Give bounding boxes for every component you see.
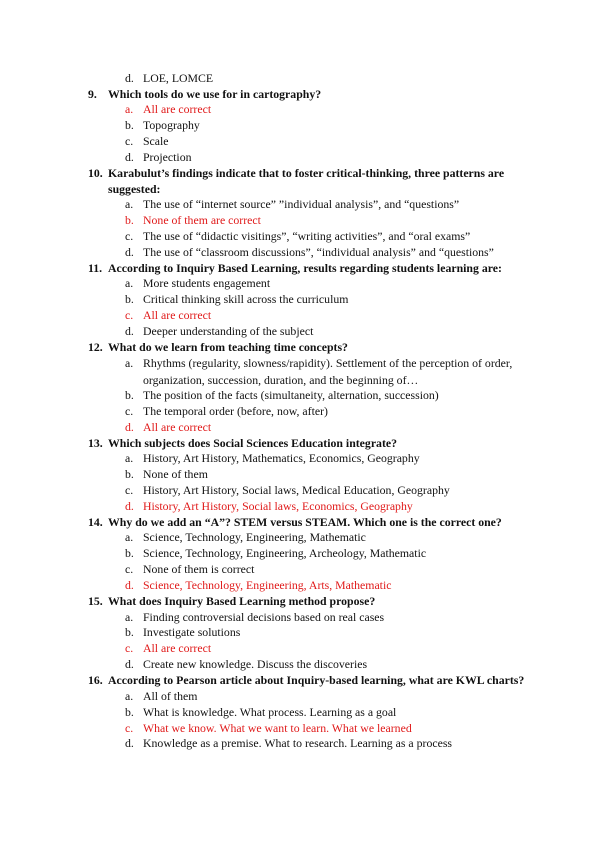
option-text: Knowledge as a premise. What to research. Learning as a process (143, 736, 452, 751)
question-label: Karabulut’s findings indicate that to foster critical-thinking, three patterns are suggested: (108, 166, 505, 196)
option-text: Rhythms (regularity, slowness/rapidity). Settlement of the perception of order, organization, succession, duration, and the beginning of… (143, 356, 513, 387)
option-letter: b. (125, 292, 134, 307)
option-text: Critical thinking skill across the curriculum (143, 292, 349, 307)
option-text: All are correct (143, 307, 212, 322)
option-text: All of them (143, 688, 198, 703)
question-block (88, 515, 528, 594)
option-text: All are correct (143, 419, 212, 434)
question-label: Why do we add an “A”? STEM versus STEAM. Which one is the correct one? (108, 514, 502, 529)
answer-option (88, 134, 528, 150)
question-text (88, 87, 528, 103)
answer-option (88, 705, 528, 721)
option-text: Scale (143, 134, 169, 149)
answer-option-correct (88, 578, 528, 594)
answer-option-correct (88, 102, 528, 118)
question-text (88, 594, 528, 610)
answer-option (88, 736, 528, 752)
option-text: All are correct (143, 641, 212, 656)
option-text: None of them is correct (143, 562, 255, 577)
option-text: All are correct (143, 102, 212, 117)
answer-option-correct (88, 499, 528, 515)
option-letter: c. (125, 307, 134, 322)
question-label: According to Pearson article about Inquiry-based learning, what are KWL charts? (108, 673, 525, 688)
option-text: The use of “internet source” ”individual analysis”, and “questions” (143, 197, 460, 212)
option-letter: d. (125, 499, 134, 514)
answer-option-correct (88, 213, 528, 229)
option-letter: c. (125, 641, 134, 656)
option-letter: d. (125, 323, 134, 338)
question-label: What do we learn from teaching time concepts? (108, 339, 348, 354)
answer-option (88, 355, 528, 388)
answer-option (88, 276, 528, 292)
option-letter: c. (125, 404, 134, 418)
option-letter: d. (125, 736, 134, 751)
question-block (88, 340, 528, 436)
option-letter: b. (125, 118, 134, 133)
option-text: Science, Technology, Engineering, Mathematic (143, 530, 366, 545)
question-number: 9. (88, 86, 97, 101)
answer-option-correct (88, 308, 528, 324)
option-text: History, Art History, Social laws, Economics, Geography (143, 499, 413, 514)
option-letter: a. (125, 197, 134, 212)
option-letter: b. (125, 388, 134, 403)
option-letter: d. (125, 657, 134, 672)
answer-option-correct (88, 721, 528, 737)
answer-option (88, 388, 528, 404)
question-label: Which tools do we use for in cartography? (108, 86, 322, 101)
answer-option (88, 657, 528, 673)
option-text: More students engagement (143, 276, 271, 291)
question-text (88, 673, 528, 689)
option-letter: b. (125, 212, 134, 227)
option-text: Investigate solutions (143, 625, 241, 640)
question-block (88, 594, 528, 673)
option-text: History, Art History, Social laws, Medical Education, Geography (143, 483, 450, 498)
answer-option (88, 71, 528, 87)
option-letter: c. (125, 228, 134, 243)
option-text: Science, Technology, Engineering, Arts, Mathematic (143, 578, 392, 593)
option-letter: b. (125, 467, 134, 482)
answer-option (88, 689, 528, 705)
question-number: 13. (88, 435, 103, 450)
option-text: The use of “classroom discussions”, “individual analysis” and “questions” (143, 244, 494, 259)
answer-option (88, 404, 528, 420)
option-text: Deeper understanding of the subject (143, 323, 314, 338)
option-text: None of them (143, 467, 208, 482)
question-number: 16. (88, 673, 103, 688)
question-label: What does Inquiry Based Learning method propose? (108, 594, 376, 609)
option-letter: c. (125, 134, 134, 149)
option-letter: d. (125, 244, 134, 259)
question-number: 10. (88, 166, 103, 181)
option-letter: a. (125, 451, 134, 466)
option-letter: a. (125, 276, 134, 291)
question-block (88, 166, 528, 261)
answer-option (88, 451, 528, 467)
answer-option (88, 530, 528, 546)
question-number: 11. (88, 260, 103, 275)
option-letter: a. (125, 688, 134, 703)
option-letter: b. (125, 546, 134, 561)
answer-option (88, 150, 528, 166)
answer-option (88, 324, 528, 340)
question-text (88, 436, 528, 452)
option-text: The position of the facts (simultaneity, alternation, succession) (143, 388, 439, 403)
question-number: 14. (88, 514, 103, 529)
answer-option (88, 546, 528, 562)
answer-option (88, 118, 528, 134)
question-block (88, 673, 528, 752)
option-text: Projection (143, 150, 192, 165)
question-block (88, 261, 528, 340)
question-label: Which subjects does Social Sciences Education integrate? (108, 435, 398, 450)
option-letter: d. (125, 578, 134, 593)
option-letter: a. (125, 356, 134, 371)
answer-option (88, 245, 528, 261)
option-text: Science, Technology, Engineering, Archeology, Mathematic (143, 546, 427, 561)
answer-option-correct (88, 420, 528, 436)
question-text (88, 261, 528, 277)
option-text: The use of “didactic visitings”, “writing activities”, and “oral exams” (143, 228, 471, 243)
option-text: Create new knowledge. Discuss the discoveries (143, 657, 368, 672)
option-text: None of them are correct (143, 212, 261, 227)
answer-option (88, 610, 528, 626)
question-text (88, 515, 528, 531)
quiz-content (88, 71, 528, 752)
option-text: What is knowledge. What process. Learning as a goal (143, 704, 397, 719)
question-text (88, 340, 528, 356)
option-text: LOE, LOMCE (143, 71, 214, 85)
question-block (88, 436, 528, 515)
option-letter: d. (125, 150, 134, 165)
option-letter: d. (125, 71, 134, 85)
option-letter: c. (125, 720, 134, 735)
answer-option (88, 625, 528, 641)
option-letter: a. (125, 102, 134, 117)
answer-option (88, 483, 528, 499)
question-block (88, 87, 528, 166)
option-text: The temporal order (before, now, after) (143, 404, 328, 418)
question-number: 12. (88, 339, 103, 354)
option-letter: b. (125, 704, 134, 719)
answer-option (88, 197, 528, 213)
answer-option (88, 292, 528, 308)
option-letter: b. (125, 625, 134, 640)
question-label: According to Inquiry Based Learning, results regarding students learning are: (108, 260, 502, 275)
option-text: What we know. What we want to learn. What we learned (143, 720, 412, 735)
option-text: Topography (143, 118, 200, 133)
answer-option (88, 229, 528, 245)
answer-option-correct (88, 641, 528, 657)
option-letter: a. (125, 530, 134, 545)
answer-option (88, 562, 528, 578)
option-letter: c. (125, 483, 134, 498)
option-text: History, Art History, Mathematics, Economics, Geography (143, 451, 420, 466)
option-letter: d. (125, 419, 134, 434)
question-text (88, 166, 528, 197)
question-number: 15. (88, 594, 103, 609)
option-letter: c. (125, 562, 134, 577)
option-letter: a. (125, 609, 134, 624)
option-text: Finding controversial decisions based on real cases (143, 609, 385, 624)
answer-option (88, 467, 528, 483)
